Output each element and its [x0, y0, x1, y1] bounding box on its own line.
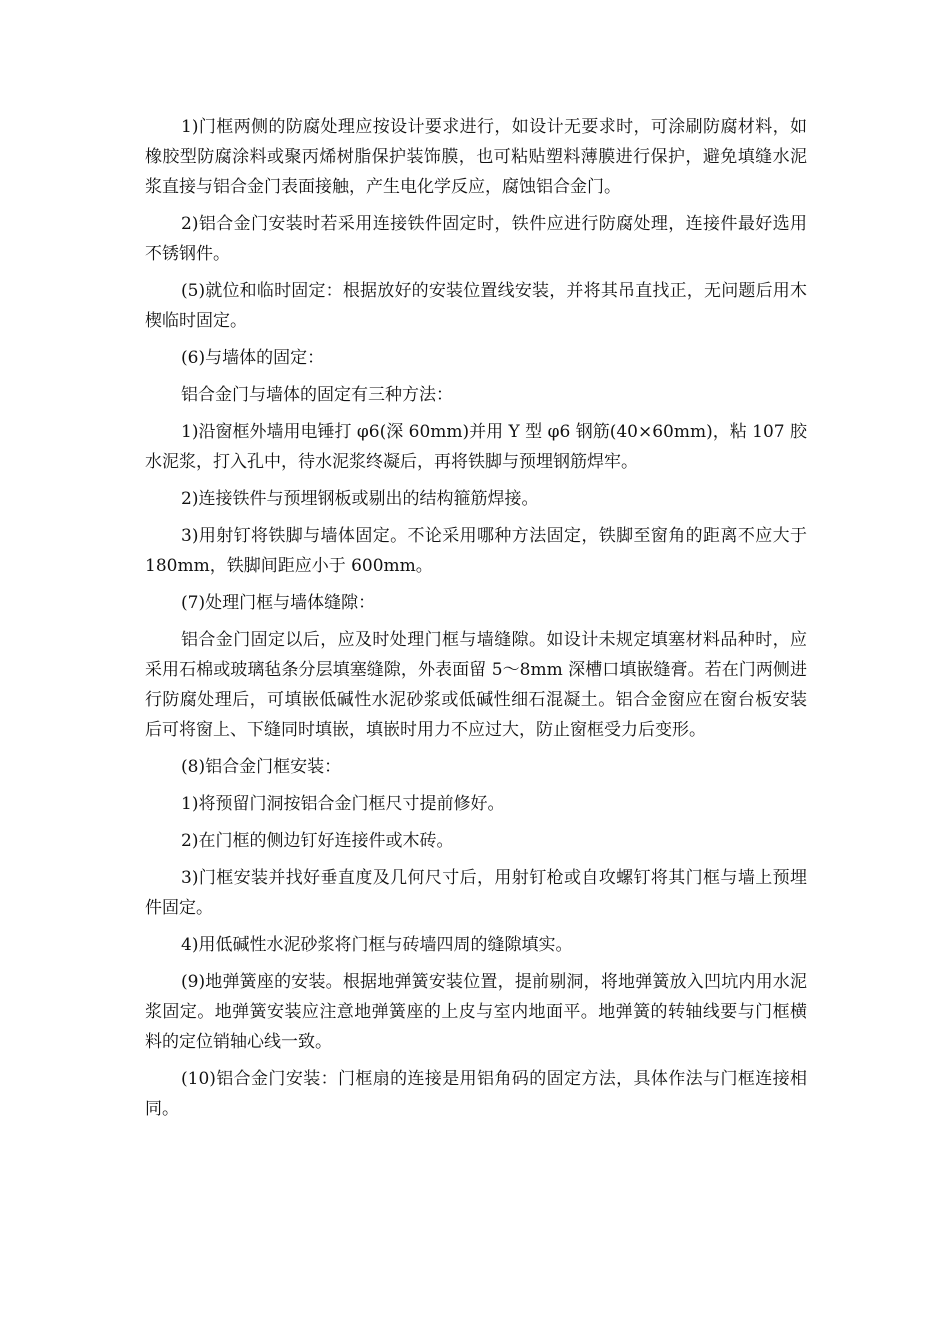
paragraph-frame-step-3: 3)门框安装并找好垂直度及几何尺寸后，用射钉枪或自攻螺钉将其门框与墙上预埋件固定。	[145, 868, 807, 918]
paragraph-fixing-methods-intro: 铝合金门与墙体的固定有三种方法：	[181, 385, 453, 405]
paragraph-method-2: 2)连接铁件与预埋钢板或剔出的结构箍筋焊接。	[181, 489, 539, 509]
paragraph-gap-treatment: 铝合金门固定以后，应及时处理门框与墙缝隙。如设计未规定填塞材料品种时，应采用石棉或玻璃毡条分层填塞缝隙，外表面留 5～8mm 深槽口填嵌缝膏。若在门两侧进行防腐处理后，可填嵌低碱性水泥砂浆或低碱性细石混凝土。铝合金窗应在窗台板安装后可将窗上、下缝同时填嵌，填嵌时用力不应过大，防止窗框受力后变形。	[145, 630, 807, 740]
paragraph-method-3: 3)用射钉将铁脚与墙体固定。不论采用哪种方法固定，铁脚至窗角的距离不应大于 180mm，铁脚间距应小于 600mm。	[145, 526, 807, 576]
paragraph-step-5-positioning: (5)就位和临时固定：根据放好的安装位置线安装，并将其吊直找正，无问题后用木楔临时固定。	[145, 281, 807, 331]
paragraph-step-7-heading: (7)处理门框与墙体缝隙：	[181, 593, 376, 613]
paragraph-frame-step-2: 2)在门框的侧边钉好连接件或木砖。	[181, 831, 454, 851]
paragraph-step-9-floor-spring: (9)地弹簧座的安装。根据地弹簧安装位置，提前剔洞，将地弹簧放入凹坑内用水泥浆固定。地弹簧安装应注意地弹簧座的上皮与室内地面平。地弹簧的转轴线要与门框横料的定位销轴心线一致。	[145, 972, 807, 1052]
paragraph-step-6-heading: (6)与墙体的固定：	[181, 348, 325, 368]
paragraph-method-1: 1)沿窗框外墙用电锤打 φ6(深 60mm)并用 Y 型 φ6 钢筋(40×60mm)，粘 107 胶水泥浆，打入孔中，待水泥浆终凝后，再将铁脚与预埋钢筋焊牢。	[145, 422, 807, 472]
paragraph-connector-anticorrosion: 2)铝合金门安装时若采用连接铁件固定时，铁件应进行防腐处理，连接件最好选用不锈钢件。	[145, 214, 807, 264]
document-page	[145, 112, 807, 1131]
paragraph-frame-step-1: 1)将预留门洞按铝合金门框尺寸提前修好。	[181, 794, 505, 814]
paragraph-step-10-door-install: (10)铝合金门安装：门框扇的连接是用铝角码的固定方法，具体作法与门框连接相同。	[145, 1069, 807, 1119]
paragraph-frame-anticorrosion: 1)门框两侧的防腐处理应按设计要求进行，如设计无要求时，可涂刷防腐材料，如橡胶型防腐涂料或聚丙烯树脂保护装饰膜，也可粘贴塑料薄膜进行保护，避免填缝水泥浆直接与铝合金门表面接触，产生电化学反应，腐蚀铝合金门。	[145, 117, 807, 197]
paragraph-step-8-heading: (8)铝合金门框安装：	[181, 757, 342, 777]
paragraph-frame-step-4: 4)用低碱性水泥砂浆将门框与砖墙四周的缝隙填实。	[181, 935, 573, 955]
